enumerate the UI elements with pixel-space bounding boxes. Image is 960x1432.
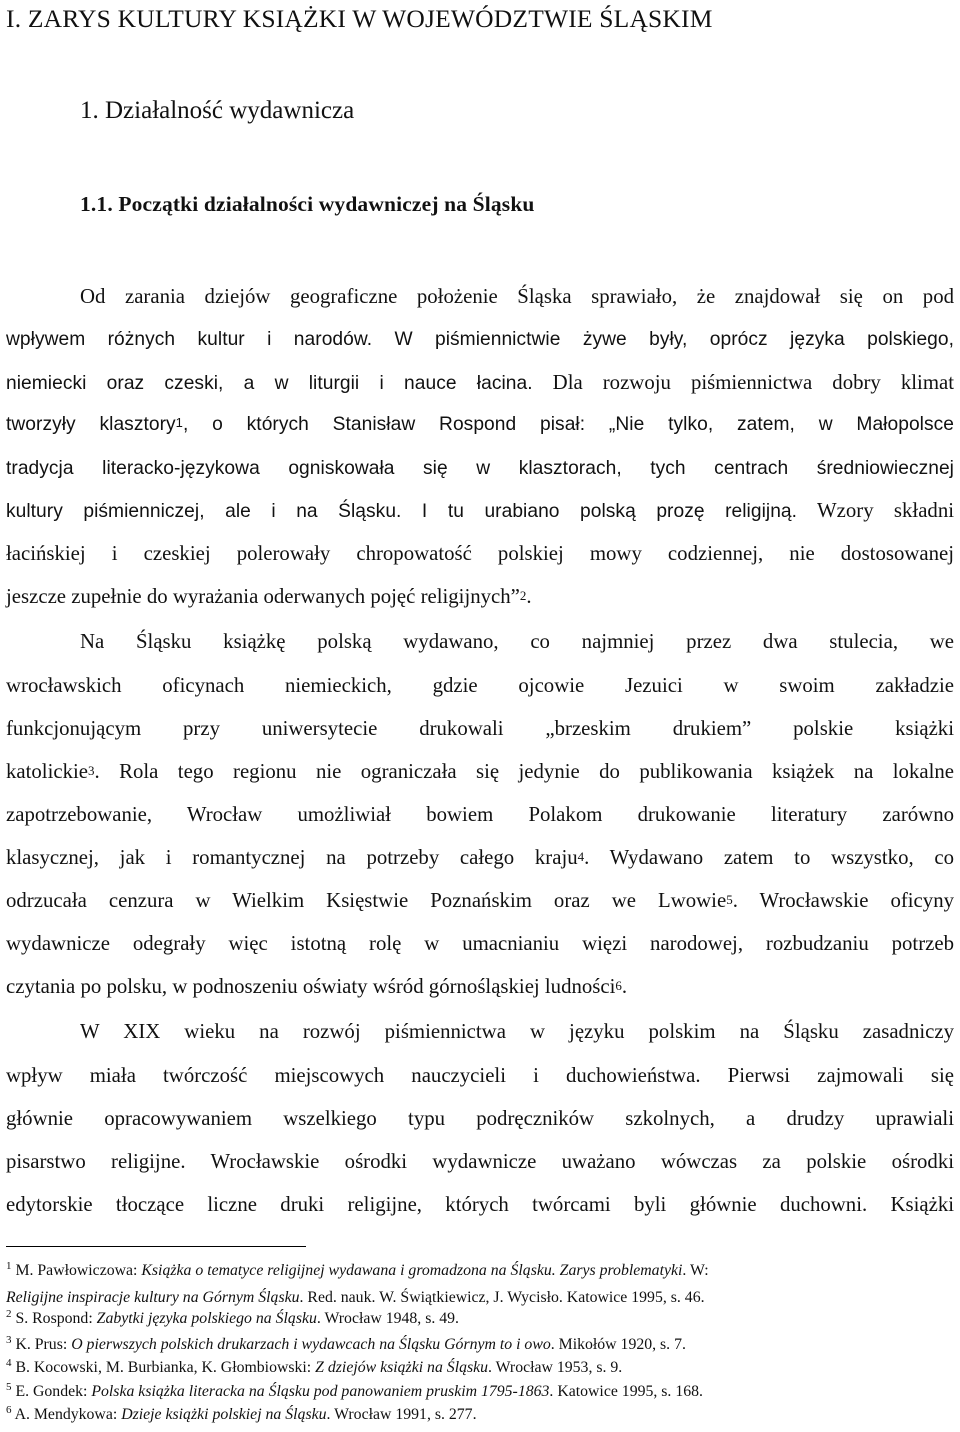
paragraph-line: niemiecki oraz czeski, a w liturgii i nauce łacina. Dla rozwoju piśmiennictwa dobry klimat: [6, 371, 955, 394]
footnote-ref: 4: [577, 849, 585, 864]
paragraph-line: jeszcze zupełnie do wyrażania oderwanych pojęć religijnych”$^2$.: [6, 585, 532, 608]
paragraph-line: W XIX wieku na rozwój piśmiennictwa w języku polskim na Śląsku zasadniczy: [80, 1020, 954, 1043]
section-heading: 1. Działalność wydawnicza: [80, 97, 355, 124]
footnote: $^2$ S. Rospond: Zabytki języka polskiego na Śląsku. Wrocław 1948, s. 49.: [6, 1308, 459, 1327]
subsection-heading: 1.1. Początki działalności wydawniczej na Śląsku: [80, 192, 535, 216]
paragraph-line: tradycja literacko-językowa ogniskowała się w klasztorach, tych centrach średniowiecznej: [6, 458, 954, 479]
paragraph-line: czytania po polsku, w podnoszeniu oświaty wśród górnośląskiej ludności$^6$.: [6, 975, 628, 998]
paragraph-line: kultury piśmienniczej, ale i na Śląsku. I tu urabiano polską prozę religijną. Wzory składni: [6, 499, 955, 522]
paragraph-line: funkcjonującym przy uniwersytecie drukowali „brzeskim drukiem” polskie książki: [6, 717, 954, 740]
paragraph-line: wpływ miała twórczość miejscowych nauczycieli i duchowieństwa. Pierwsi zajmowali się: [6, 1064, 954, 1087]
footnote: $^4$ B. Kocowski, M. Burbianka, K. Głombiowski: Z dziejów książki na Śląsku. Wrocław 1953, s. 9.: [6, 1357, 623, 1376]
paragraph-line: Na Śląsku książkę polską wydawano, co najmniej przez dwa stulecia, we: [80, 630, 954, 653]
footnote: $^5$ E. Gondek: Polska książka literacka na Śląsku pod panowaniem pruskim 1795-1863. Katowice 1995, s. 168.: [6, 1381, 703, 1400]
paragraph-line: wydawnicze odegrały więc istotną rolę w umacnianiu więzi narodowej, rozbudzaniu potrzeb: [6, 932, 954, 955]
footnote: $^6$ A. Mendykowa: Dzieje książki polskiej na Śląsku. Wrocław 1991, s. 277.: [6, 1404, 477, 1423]
paragraph-line: edytorskie tłoczące liczne druki religijne, których twórcami byli głównie duchowni. Książki: [6, 1193, 954, 1216]
footnote: Religijne inspiracje kultury na Górnym Śląsku. Red. nauk. W. Świątkiewicz, J. Wycisło. Katowice 1995, s. 46.: [6, 1289, 705, 1306]
paragraph-line: łacińskiej i czeskiej polerowały chropowatość polskiej mowy codziennej, nie dostosowanej: [6, 542, 954, 565]
paragraph-line: wrocławskich oficynach niemieckich, gdzie ojcowie Jezuici w swoim zakładzie: [6, 674, 954, 697]
paragraph-line: klasycznej, jak i romantycznej na potrzeby całego kraju$^4$. Wydawano zatem to wszystko, co: [6, 846, 954, 869]
paragraph-line: wpływem różnych kultur i narodów. W piśmiennictwie żywe były, oprócz języka polskiego,: [6, 329, 954, 350]
paragraph-line: głównie opracowywaniem wszelkiego typu podręczników szkolnych, a drudzy uprawiali: [6, 1107, 954, 1130]
footnote-ref: 1: [175, 415, 183, 430]
paragraph-line: pisarstwo religijne. Wrocławskie ośrodki wydawnicze uważano wówczas za polskie ośrodki: [6, 1150, 954, 1173]
chapter-heading: I. ZARYS KULTURY KSIĄŻKI W WOJEWÓDZTWIE ŚLĄSKIM: [6, 4, 713, 33]
footnote: $^3$ K. Prus: O pierwszych polskich drukarzach i wydawcach na Śląsku Górnym to i owo. Mikołów 1920, s. 7.: [6, 1334, 686, 1353]
footnote-ref: 5: [726, 892, 733, 907]
paragraph-line: katolickie$^3$. Rola tego regionu nie ograniczała się jedynie do publikowania książek na lokalne: [6, 760, 954, 783]
footnote-separator: [6, 1246, 306, 1247]
footnote: $^1$ M. Pawłowiczowa: Książka o tematyce religijnej wydawana i gromadzona na Śląsku. Zarys problematyki. W:: [6, 1260, 709, 1279]
paragraph-line: tworzyły klasztory$^1$, o których Stanisław Rospond pisał: „Nie tylko, zatem, w Małopolsce: [6, 414, 954, 435]
paragraph-line: Od zarania dziejów geograficzne położenie Śląska sprawiało, że znajdował się on pod: [80, 285, 954, 308]
footnote-ref: 6: [615, 978, 622, 993]
paragraph-line: zapotrzebowanie, Wrocław umożliwiał bowiem Polakom drukowanie literatury zarówno: [6, 803, 954, 826]
footnote-ref: 3: [88, 763, 95, 778]
footnote-ref: 2: [519, 588, 527, 603]
paragraph-line: odrzucała cenzura w Wielkim Księstwie Poznańskim oraz we Lwowie$^5$. Wrocławskie oficyny: [6, 889, 954, 912]
